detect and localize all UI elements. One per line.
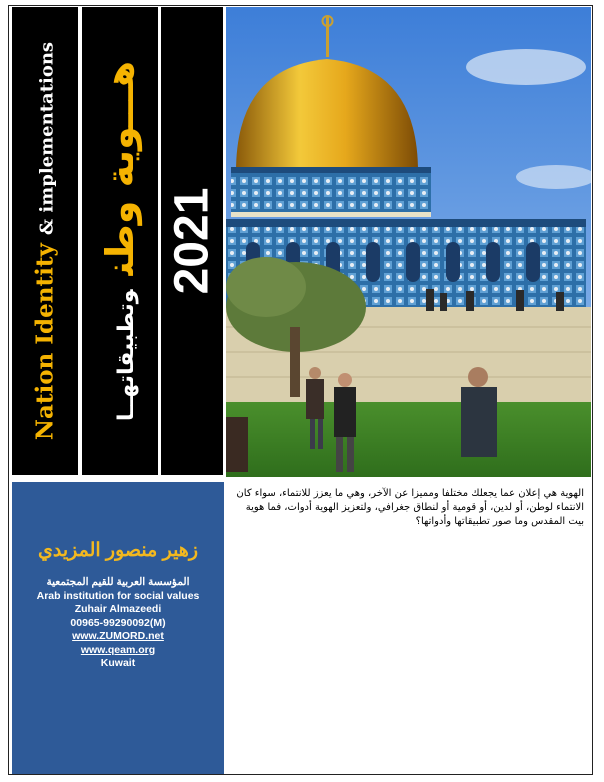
website-link-zumord[interactable]: www.ZUMORD.net xyxy=(72,630,164,642)
year-column xyxy=(161,7,223,475)
english-title xyxy=(32,42,59,440)
english-title-main: Nation Identity xyxy=(31,243,59,441)
abstract-text: الهوية هي إعلان عما يجعلك مختلفا ومميزا عن الآخر، وهي ما يعزز للانتماء، سواء كان الانتماء لوطن، أو لدين، أو قومية أو لنطاق جغرافي، ولتعزيز الهوية أدوات، فما هوية بيت المقدس وما صور تطبيقاتها وأدواتها؟ xyxy=(236,488,584,527)
author-name-english: Zuhair Almazeedi xyxy=(74,603,162,615)
website-link-qeam[interactable]: www.qeam.org xyxy=(80,643,156,656)
institution-arabic: المؤسسة العربية للقيم المجتمعية xyxy=(46,576,190,588)
author-info-box xyxy=(12,482,224,774)
institution-english: Arab institution for social values xyxy=(36,589,200,602)
english-title-sub: & implementations xyxy=(36,41,58,236)
country-label: Kuwait xyxy=(100,657,136,669)
phone-number: 00965-99290092(M) xyxy=(70,616,166,629)
author-name-arabic: زهير منصور المزيدي xyxy=(37,540,198,561)
year-label: 2021 xyxy=(165,187,219,295)
arabic-title-sub: وتطبيقاتهــا xyxy=(114,289,139,422)
dome-of-the-rock-photo xyxy=(226,7,591,477)
arabic-title xyxy=(98,61,142,421)
arabic-title-main: هـــوية وطن xyxy=(98,60,142,276)
author-details xyxy=(12,576,224,671)
arabic-title-column xyxy=(82,7,158,475)
english-title-column xyxy=(12,7,78,475)
